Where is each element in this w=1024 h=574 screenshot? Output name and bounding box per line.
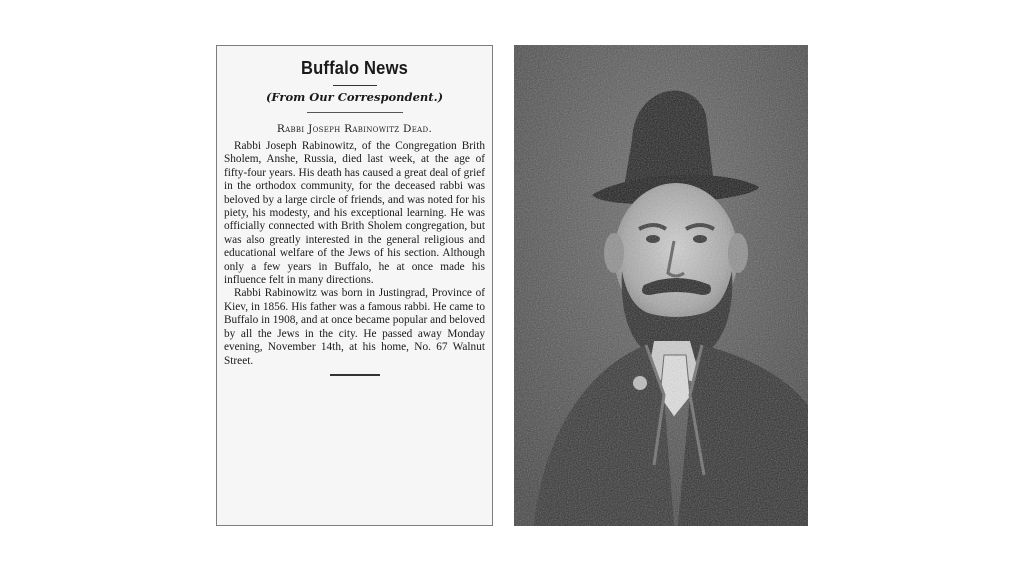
byline: (From Our Correspondent.) (265, 90, 444, 104)
byline-divider (307, 112, 403, 113)
article-paragraph-1: Rabbi Joseph Rabinowitz, of the Congregation Brith Sholem, Anshe, Russia, died last week, at the age of fifty-four years. His death has caused a great deal of grief in the orthodox community, for the deceased rabbi was beloved by a large circle of friends, and was noted for his piety, his modesty, and his exceptional learning. He was officially connected with Brith Sholem congregation, but was also greatly interested in the general religious and educational welfare of the Jews of his section. Although only a few years in Buffalo, he at once made his influence felt in many directions. (224, 140, 485, 287)
portrait-photo (514, 45, 808, 526)
portrait-illustration (514, 45, 808, 526)
masthead-title: Buffalo News (300, 58, 409, 78)
newspaper-clipping (216, 45, 493, 526)
article-headline: Rabbi Joseph Rabinowitz Dead. (276, 123, 433, 135)
masthead-divider (333, 85, 377, 86)
article-paragraph-2: Rabbi Rabinowitz was born in Justingrad, Province of Kiev, in 1856. His father was a famous rabbi. He came to Buffalo in 1908, and at once became popular and beloved by all the Jews in the city. He passed away Monday evening, November 14th, at his home, No. 67 Walnut Street. (224, 287, 485, 367)
end-divider (330, 374, 380, 376)
article-body (224, 140, 485, 368)
